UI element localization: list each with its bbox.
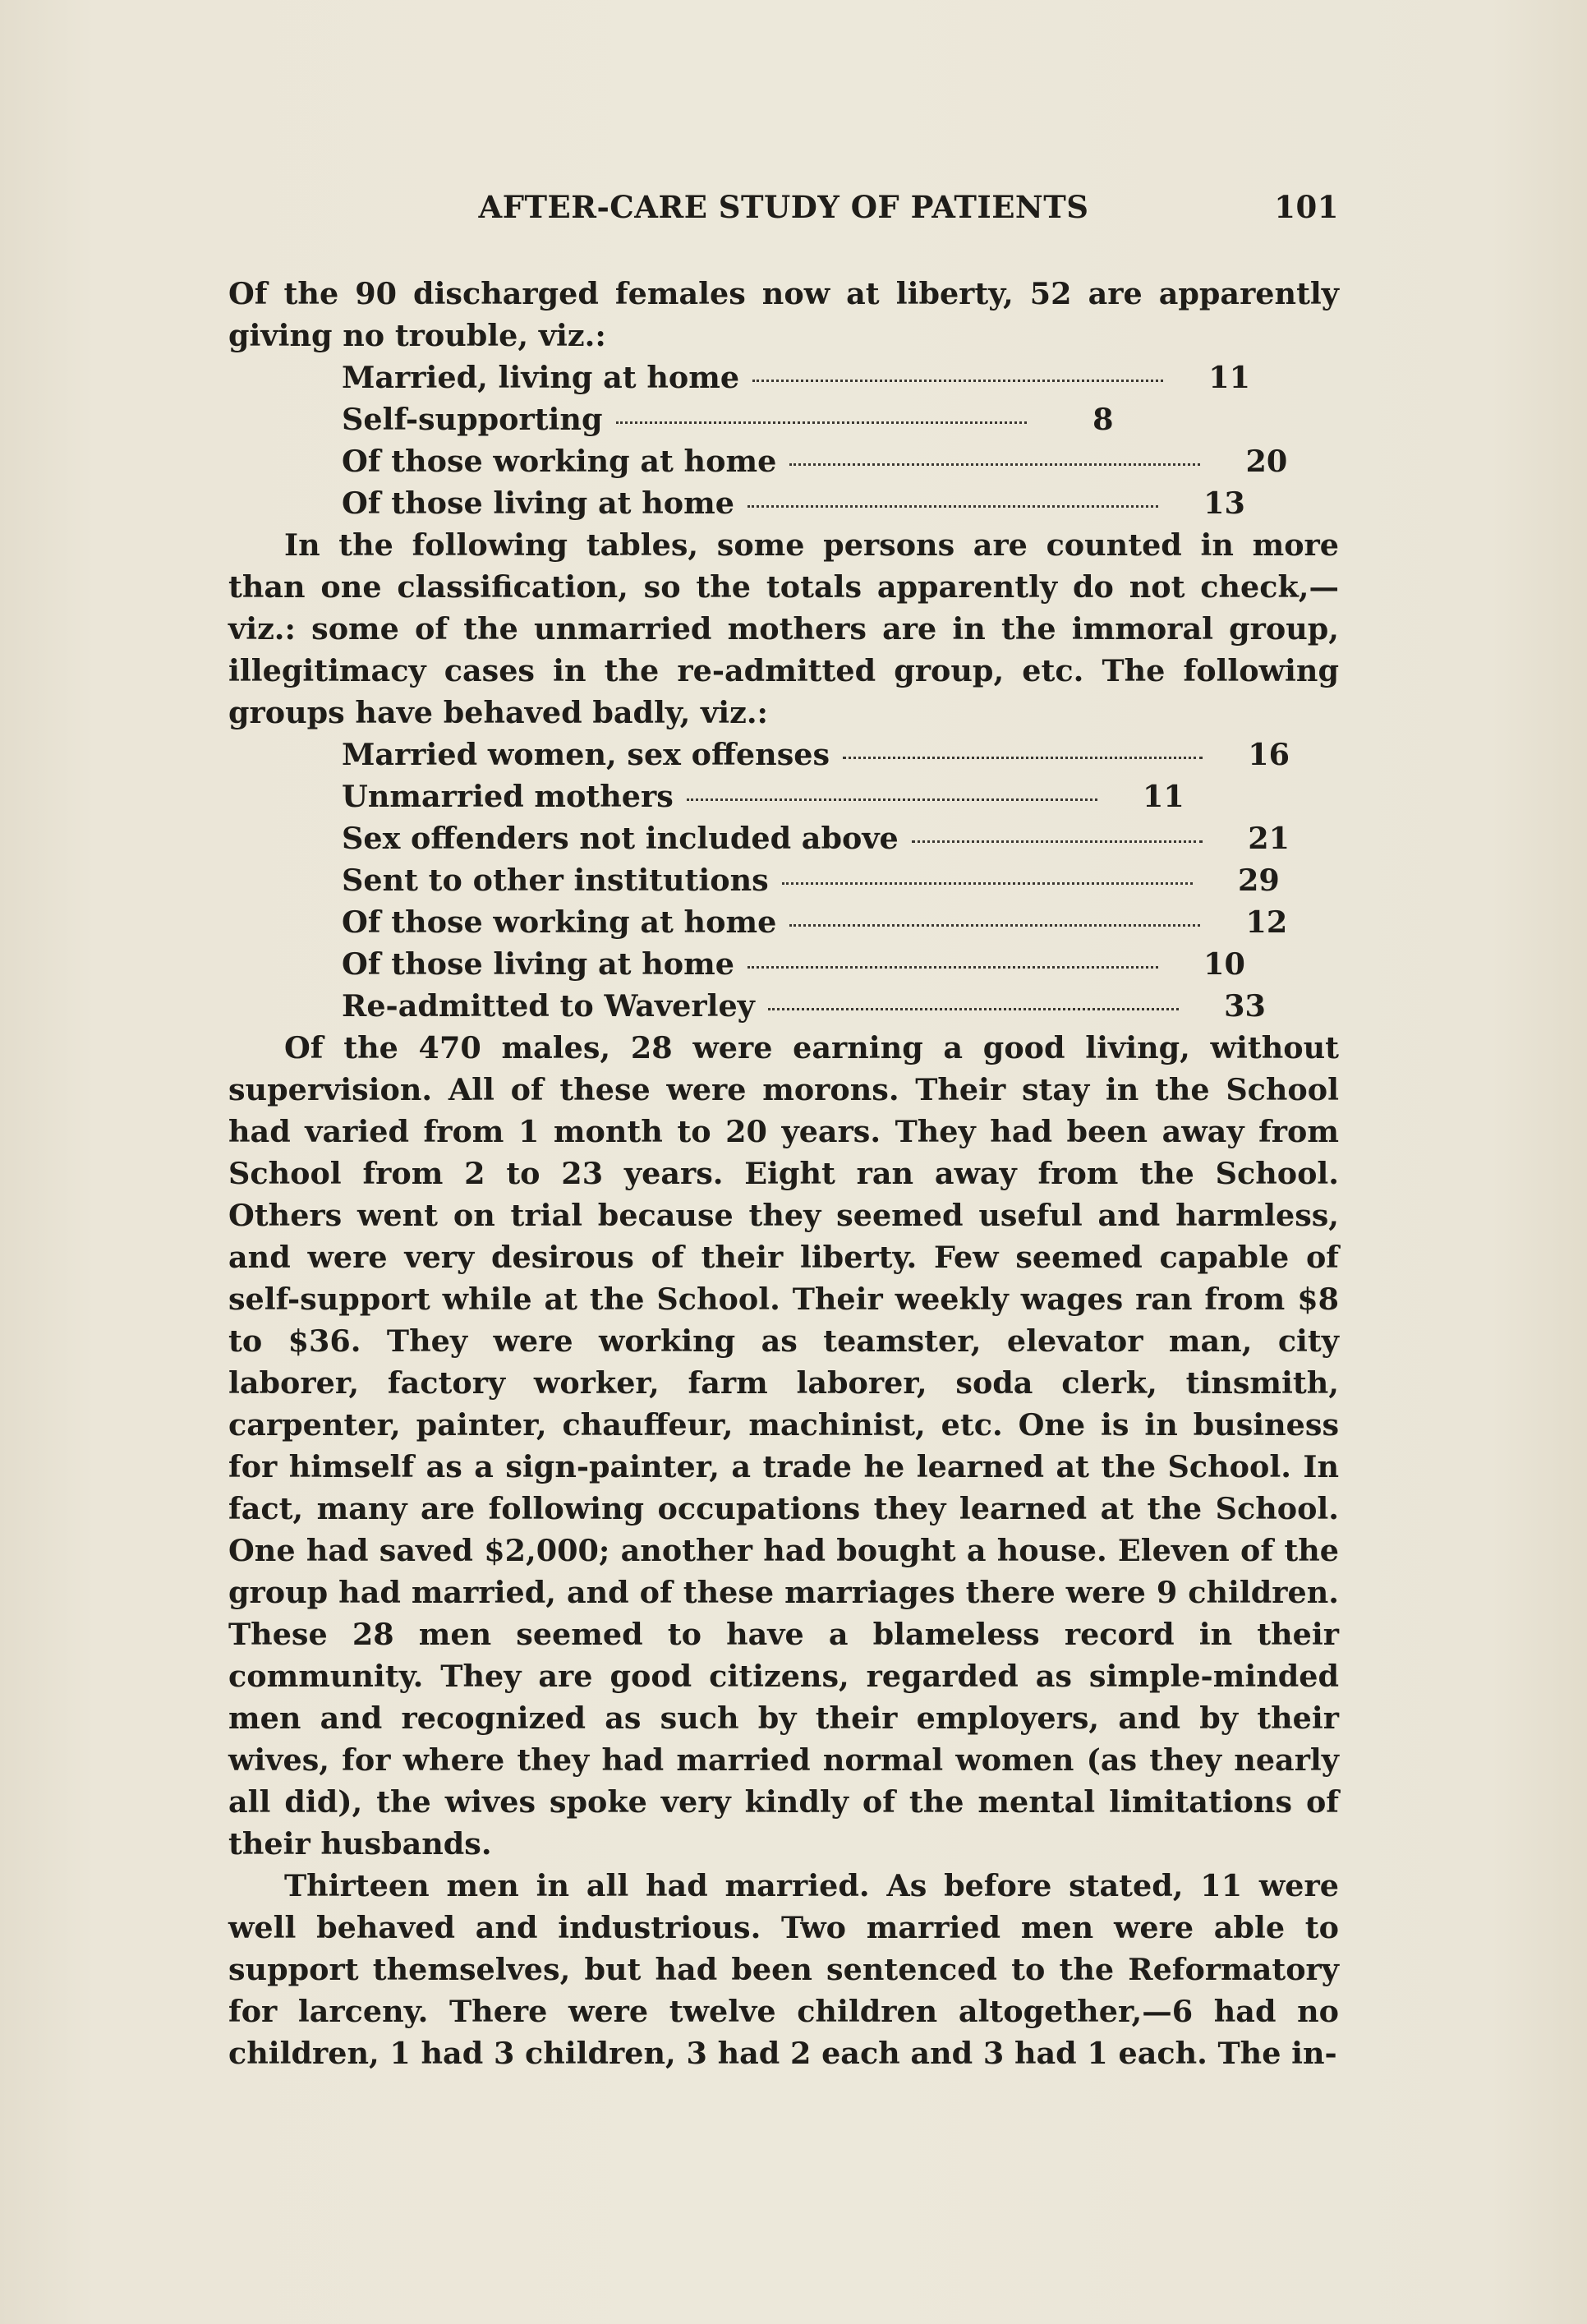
- list-item-label: Sent to other institutions: [342, 863, 769, 898]
- married-men-paragraph: Thirteen men in all had married. As before stated, 11 were well behaved and industrious. Two married men were able to support themselves, but had been sentenced to the Reformatory for larceny. There were twelve children altogether,—6 had no children, 1 had 3 children, 3 had 2 each and 3 had 1 each. The in-: [228, 1868, 1339, 2071]
- list-item: [228, 357, 1339, 398]
- list-item-value: 29: [1237, 863, 1280, 898]
- dot-leader: [616, 421, 1027, 424]
- list-item-value: 21: [1248, 821, 1290, 856]
- list-item: [228, 398, 1339, 440]
- no-trouble-list: [228, 357, 1339, 524]
- list-item-value: 20: [1245, 444, 1288, 479]
- list-item-label: Married women, sex offenses: [342, 737, 830, 772]
- list-item-value: 11: [1142, 779, 1184, 814]
- list-item-value: 33: [1224, 988, 1266, 1024]
- males-paragraph: Of the 470 males, 28 were earning a good living, without supervision. All of these were morons. Their stay in the School had varied from 1 month to 20 years. They had been away from School from 2 to 23 years. Eight ran away from the School. Others went on trial because they seemed useful and harmless, and were very desirous of their liberty. Few seemed capable of self-support while at the School. Their weekly wages ran from $8 to $36. They were working as teamster, elevator man, city laborer, factory worker, farm laborer, soda clerk, tinsmith, carpenter, painter, chauffeur, machinist, etc. One is in business for himself as a sign-painter, a trade he learned at the School. In fact, many are following occupations they learned at the School. One had saved $2,000; another had bought a house. Eleven of the group had married, and of these marriages there were 9 children. These 28 men seemed to have a blameless record in their community. They are good citizens, regarded as simple-minded men and recognized as such by their employers, and by their wives, for where they had married normal women (as they nearly all did), the wives spoke very kindly of the mental limitations of their husbands.: [228, 1030, 1339, 1862]
- dot-leader: [789, 924, 1200, 927]
- list-item: [228, 817, 1339, 859]
- list-item: [228, 943, 1339, 985]
- list-item-label: Re-admitted to Waverley: [342, 988, 755, 1024]
- dot-leader: [782, 882, 1193, 885]
- list-item: [228, 734, 1339, 775]
- list-item-label: Of those working at home: [342, 444, 777, 479]
- list-item-label: Married, living at home: [342, 360, 740, 395]
- list-item: [228, 775, 1339, 817]
- list-item: [228, 901, 1339, 943]
- list-item-value: 12: [1245, 904, 1288, 940]
- list-item: [228, 482, 1339, 524]
- body-text: [228, 273, 1339, 2074]
- dot-leader: [687, 798, 1097, 801]
- page-header: [228, 189, 1339, 230]
- behaved-badly-list: [228, 734, 1339, 1027]
- running-title: AFTER-CARE STUDY OF PATIENTS: [478, 189, 1089, 225]
- dot-leader: [789, 463, 1200, 466]
- list-item-label: Of those working at home: [342, 904, 777, 940]
- list-item-value: 8: [1092, 402, 1114, 437]
- list-item: [228, 985, 1339, 1027]
- dot-leader: [912, 840, 1203, 843]
- dot-leader: [768, 1008, 1179, 1010]
- page-number: 101: [1274, 189, 1339, 225]
- list-item-label: Of those living at home: [342, 946, 734, 982]
- dot-leader: [752, 380, 1163, 382]
- dot-leader: [748, 966, 1158, 969]
- list-item: [228, 440, 1339, 482]
- list-item-value: 16: [1248, 737, 1290, 772]
- list-item: [228, 859, 1339, 901]
- list-item-value: 13: [1203, 486, 1245, 521]
- list-item-value: 11: [1208, 360, 1251, 395]
- list-item-label: Sex offenders not included above: [342, 821, 899, 856]
- dot-leader: [748, 505, 1158, 508]
- dot-leader: [843, 757, 1203, 759]
- list-item-label: Unmarried mothers: [342, 779, 674, 814]
- tables-paragraph: In the following tables, some persons are counted in more than one classification, so the totals apparently do not check,—viz.: some of the unmarried mothers are in the immoral group, illegitimacy cases in the re-admitted group, etc. The following groups have behaved badly, viz.:: [228, 527, 1339, 730]
- list-item-value: 10: [1203, 946, 1245, 982]
- intro-paragraph: Of the 90 discharged females now at liberty, 52 are apparently giving no trouble, viz.:: [228, 276, 1339, 353]
- list-item-label: Of those living at home: [342, 486, 734, 521]
- list-item-label: Self-supporting: [342, 402, 603, 437]
